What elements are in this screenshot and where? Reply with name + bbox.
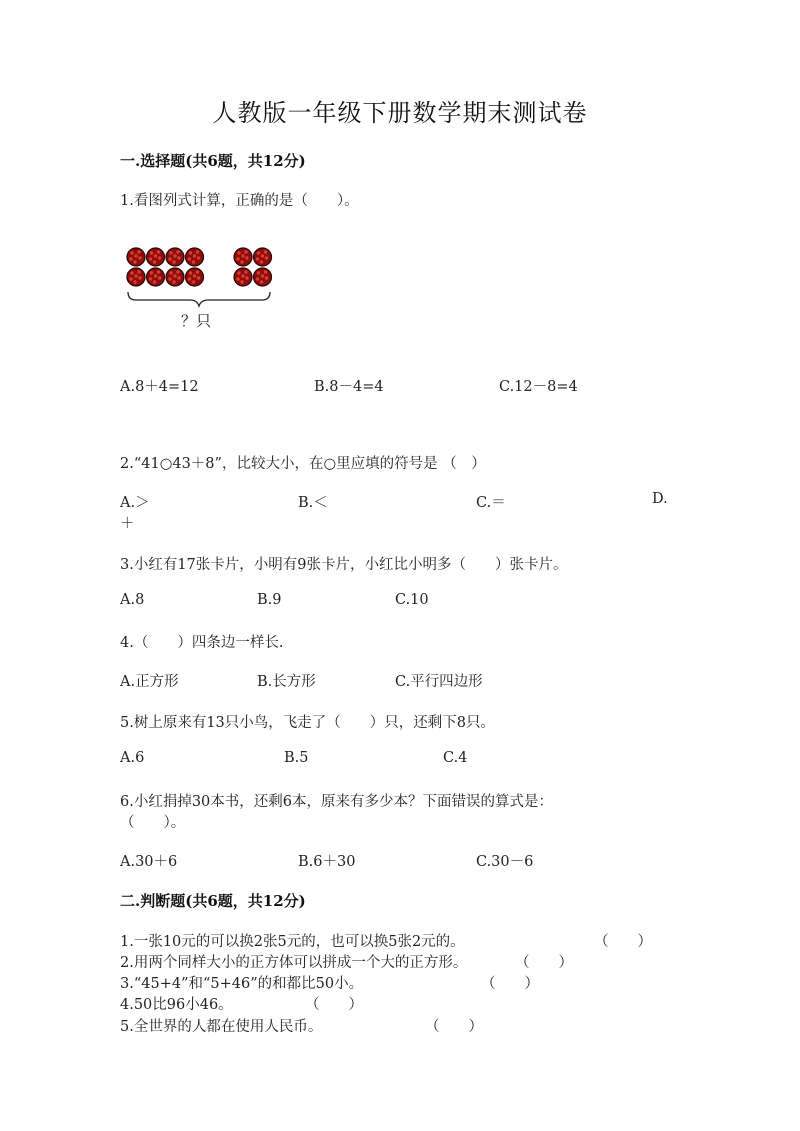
q2-option-c: C.＝ xyxy=(476,495,506,511)
section-heading-judge: 二.判断题(共6题，共12分) xyxy=(120,892,306,910)
q1-option-a: A.8＋4=12 xyxy=(120,379,199,395)
ladybug-ball xyxy=(166,248,184,266)
question-5: 5.树上原来有13只小鸟，飞走了（ ）只，还剩下8只。 xyxy=(120,715,496,731)
judge-item-1-blank: （ ） xyxy=(594,934,652,950)
q4-option-b: B.长方形 xyxy=(257,674,316,690)
ladybug-ball xyxy=(254,248,272,266)
ladybug-ball xyxy=(186,248,204,266)
question-3: 3.小红有17张卡片，小明有9张卡片，小红比小明多（ ）张卡片。 xyxy=(120,557,568,573)
q5-option-a: A.6 xyxy=(120,750,145,766)
q6-option-c: C.30－6 xyxy=(476,854,534,870)
q6-option-b: B.6＋30 xyxy=(298,854,356,870)
q2-option-d: D. xyxy=(652,491,668,507)
judge-item-5-blank: （ ） xyxy=(425,1019,483,1035)
ladybug-ball xyxy=(127,268,145,286)
q5-option-b: B.5 xyxy=(284,750,309,766)
judge-item-2: 2.用两个同样大小的正方体可以拼成一个大的正方形。 xyxy=(120,955,468,971)
q3-option-a: A.8 xyxy=(120,592,145,608)
q2-option-a: A.＞ xyxy=(120,495,150,511)
q5-option-c: C.4 xyxy=(443,750,468,766)
q2-option-d-value: ＋ xyxy=(120,516,135,532)
ladybug-ball xyxy=(234,268,252,286)
judge-item-3-blank: （ ） xyxy=(481,976,539,992)
q4-option-c: C.平行四边形 xyxy=(395,674,483,690)
question-6-blank: （ ）。 xyxy=(120,815,186,831)
judge-item-5: 5.全世界的人都在使用人民币。 xyxy=(120,1019,323,1035)
figure-caption: ？只 xyxy=(181,312,212,330)
q1-option-b: B.8－4=4 xyxy=(314,379,384,395)
question-4: 4.（ ）四条边一样长. xyxy=(120,635,284,651)
judge-item-4: 4.50比96小46。 xyxy=(120,997,233,1013)
question-6: 6.小红捐掉30本书，还剩6本，原来有多少本？下面错误的算式是： xyxy=(120,794,554,810)
q1-option-c: C.12－8=4 xyxy=(499,379,578,395)
brace xyxy=(128,292,270,306)
ladybug-ball xyxy=(127,248,145,266)
ladybug-ball xyxy=(147,268,165,286)
section-heading-choice: 一.选择题(共6题，共12分) xyxy=(120,152,306,170)
judge-item-1: 1.一张10元的可以换2张5元的，也可以换5张2元的。 xyxy=(120,934,465,950)
q3-option-c: C.10 xyxy=(395,592,429,608)
q4-option-a: A.正方形 xyxy=(120,674,179,690)
ladybug-ball xyxy=(166,268,184,286)
q3-option-b: B.9 xyxy=(257,592,282,608)
ladybug-ball xyxy=(147,248,165,266)
judge-item-3: 3.“45+4”和“5+46”的和都比50小。 xyxy=(120,976,364,992)
question-1: 1.看图列式计算，正确的是（ ）。 xyxy=(120,193,359,209)
page-title: 人教版一年级下册数学期末测试卷 xyxy=(212,99,588,127)
ladybug-ball xyxy=(234,248,252,266)
ladybug-ball xyxy=(254,268,272,286)
question-2: 2.“41○43＋8”，比较大小，在○里应填的符号是 （ ） xyxy=(120,456,486,472)
q2-option-b: B.＜ xyxy=(298,495,328,511)
judge-item-2-blank: （ ） xyxy=(515,955,573,971)
ball-group xyxy=(127,248,272,286)
ladybug-ball xyxy=(186,268,204,286)
q6-option-a: A.30＋6 xyxy=(120,854,178,870)
judge-item-4-blank: （ ） xyxy=(305,997,363,1013)
